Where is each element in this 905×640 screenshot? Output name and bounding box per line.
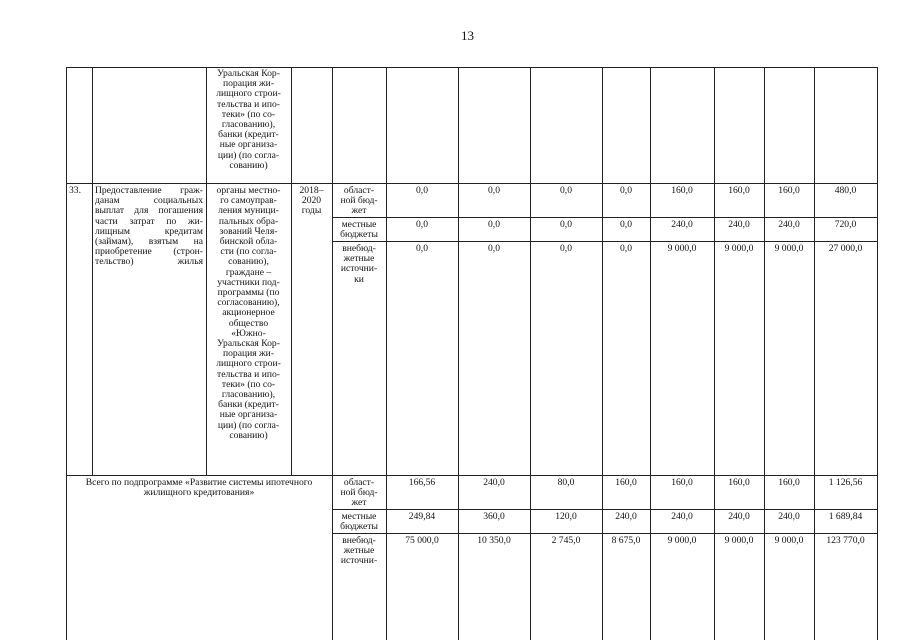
row33-value-cell: 160,0 [778,185,800,196]
source-line: жетные [343,253,375,265]
total-label [66,478,332,498]
row33-value-cell: 0,0 [620,185,632,196]
total-value-cell: 249,84 [408,511,436,522]
row33-value-cell: 160,0 [728,185,750,196]
executor-line: теки» (по со- [221,108,276,120]
period-line: 2018– [299,185,324,196]
row33-value-cell: 240,0 [728,219,750,230]
row33-value-cell: 0,0 [560,243,572,254]
source-line: внебюд- [342,243,376,254]
total-value-cell: 10 350,0 [477,535,511,546]
row33-measure [95,186,203,268]
source-line: бюджеты [340,521,378,533]
executor-line: сованию), [228,256,269,268]
executor-line: общество [228,317,269,329]
total-source-cell [332,512,386,532]
source-line: област- [343,477,375,488]
executor-line: ления муници- [218,205,279,217]
total-value-cell: 123 770,0 [826,535,865,546]
total-value-cell: 8 675,0 [611,535,641,546]
total-value-cell: 240,0 [615,511,637,522]
measure-line: части затрат по жи- [95,215,203,227]
row33-value-cell: 0,0 [560,185,572,196]
row33-value-cell: 9 000,0 [724,243,754,254]
row33-value-cell: 0,0 [488,219,500,230]
executor-line: зований Челя- [219,225,278,237]
total-value-cell: 9 000,0 [667,535,697,546]
executor-line: тельства и ипо- [217,98,280,110]
executor-line: Уральская Кор- [217,68,280,79]
total-source-cell [332,536,386,567]
executor-line: ции) (по согла- [217,149,280,161]
source-line: местные [341,511,377,522]
total-label-line: жилищного кредитования» [143,487,255,499]
executor-line: граждане – [225,266,272,278]
executor-line: Уральская Кор- [217,338,280,350]
measure-line: Предоставление граж- [95,185,203,196]
executor-line: сованию) [229,159,268,171]
row33-executor [206,186,291,441]
executor-line: теки» (по со- [221,378,276,390]
source-line: бюджеты [340,229,378,241]
executor-line: органы местно- [216,185,281,196]
top-executor-cell [206,69,291,171]
total-value-cell: 166,56 [408,477,436,488]
period-line: 2020 [301,195,322,207]
source-line: источни- [340,263,378,275]
executor-line: гласованию), [221,119,276,131]
source-line: жет [351,205,367,217]
executor-line: порация жи- [222,78,275,90]
measure-line: выплат для погашения [95,205,203,217]
total-value-cell: 2 745,0 [551,535,581,546]
source-line: област- [343,185,375,196]
row33-value-cell: 0,0 [416,219,428,230]
total-value-cell: 1 126,56 [828,477,863,488]
period-line: годы [301,205,322,217]
row33-number: 33. [69,185,81,196]
executor-line: программы (по [217,287,280,299]
executor-line: банки (кредит- [218,129,279,141]
measure-line: лищным кредитам [95,225,203,237]
executor-line: «Южно- [231,327,266,339]
executor-line: ции) (по согла- [217,419,280,431]
total-value-cell: 160,0 [671,477,693,488]
executor-line: лищного строи- [216,358,281,370]
total-value-cell: 9 000,0 [724,535,754,546]
executor-line: ные организа- [219,409,278,421]
row33-value-cell: 0,0 [416,185,428,196]
executor-line: сованию) [229,429,268,441]
source-line: местные [341,219,377,230]
executor-line: пальных обра- [218,215,279,227]
page-number: 13 [461,28,474,43]
row33-value-cell: 0,0 [416,243,428,254]
total-source-cell [332,478,386,509]
executor-line: согласованию), [217,297,280,309]
total-value-cell: 1 689,84 [828,511,863,522]
row33-value-cell: 0,0 [560,219,572,230]
executor-line: тельства и ипо- [217,368,280,380]
total-value-cell: 160,0 [615,477,637,488]
source-line: жет [351,497,367,509]
executor-line: гласованию), [221,389,276,401]
row33-period [291,186,332,217]
source-line: ной бюд- [340,195,378,207]
total-value-cell: 160,0 [778,477,800,488]
executor-line: банки (кредит- [218,399,279,411]
measure-line: (займам), взятым на [95,236,203,248]
executor-line: порация жи- [222,348,275,360]
total-value-cell: 240,0 [728,511,750,522]
row33-value-cell: 27 000,0 [828,243,863,254]
row33-source-cell [332,244,386,285]
total-value-cell: 240,0 [483,477,505,488]
source-line: источни- [340,555,378,567]
total-value-cell: 80,0 [557,477,575,488]
row33-source-cell [332,220,386,240]
total-value-cell: 240,0 [778,511,800,522]
total-value-cell: 75 000,0 [405,535,439,546]
row33-value-cell: 0,0 [620,219,632,230]
total-value-cell: 120,0 [555,511,577,522]
executor-line: лищного строи- [216,88,281,100]
row33-value-cell: 0,0 [488,185,500,196]
row33-value-cell: 240,0 [671,219,693,230]
measure-line: данам социальных [95,195,203,207]
source-line: ной бюд- [340,487,378,499]
executor-line: акционерное [222,307,275,319]
source-line: внебюд- [342,535,376,546]
row33-value-cell: 240,0 [778,219,800,230]
row33-value-cell: 0,0 [488,243,500,254]
total-value-cell: 9 000,0 [774,535,804,546]
row33-source-cell [332,186,386,217]
row33-value-cell: 160,0 [671,185,693,196]
source-line: жетные [343,545,375,557]
total-value-cell: 160,0 [728,477,750,488]
executor-line: бинской обла- [219,236,278,248]
row33-value-cell: 0,0 [620,243,632,254]
total-label-line: Всего по подпрограмме «Развитие системы ипотечного [85,477,313,488]
executor-line: участники под- [217,276,280,288]
total-value-cell: 240,0 [671,511,693,522]
row33-value-cell: 480,0 [834,185,857,196]
executor-line: го самоуправ- [220,195,277,207]
executor-line: ные организа- [219,139,278,151]
source-line: ки [354,273,364,285]
executor-line: сти (по согла- [220,246,277,258]
measure-line: приобретение (строн- [95,246,203,258]
row33-value-cell: 9 000,0 [774,243,804,254]
total-value-cell: 360,0 [483,511,505,522]
row33-value-cell: 720,0 [834,219,857,230]
row33-value-cell: 9 000,0 [667,243,697,254]
measure-line: тельство) жилья [95,256,203,268]
